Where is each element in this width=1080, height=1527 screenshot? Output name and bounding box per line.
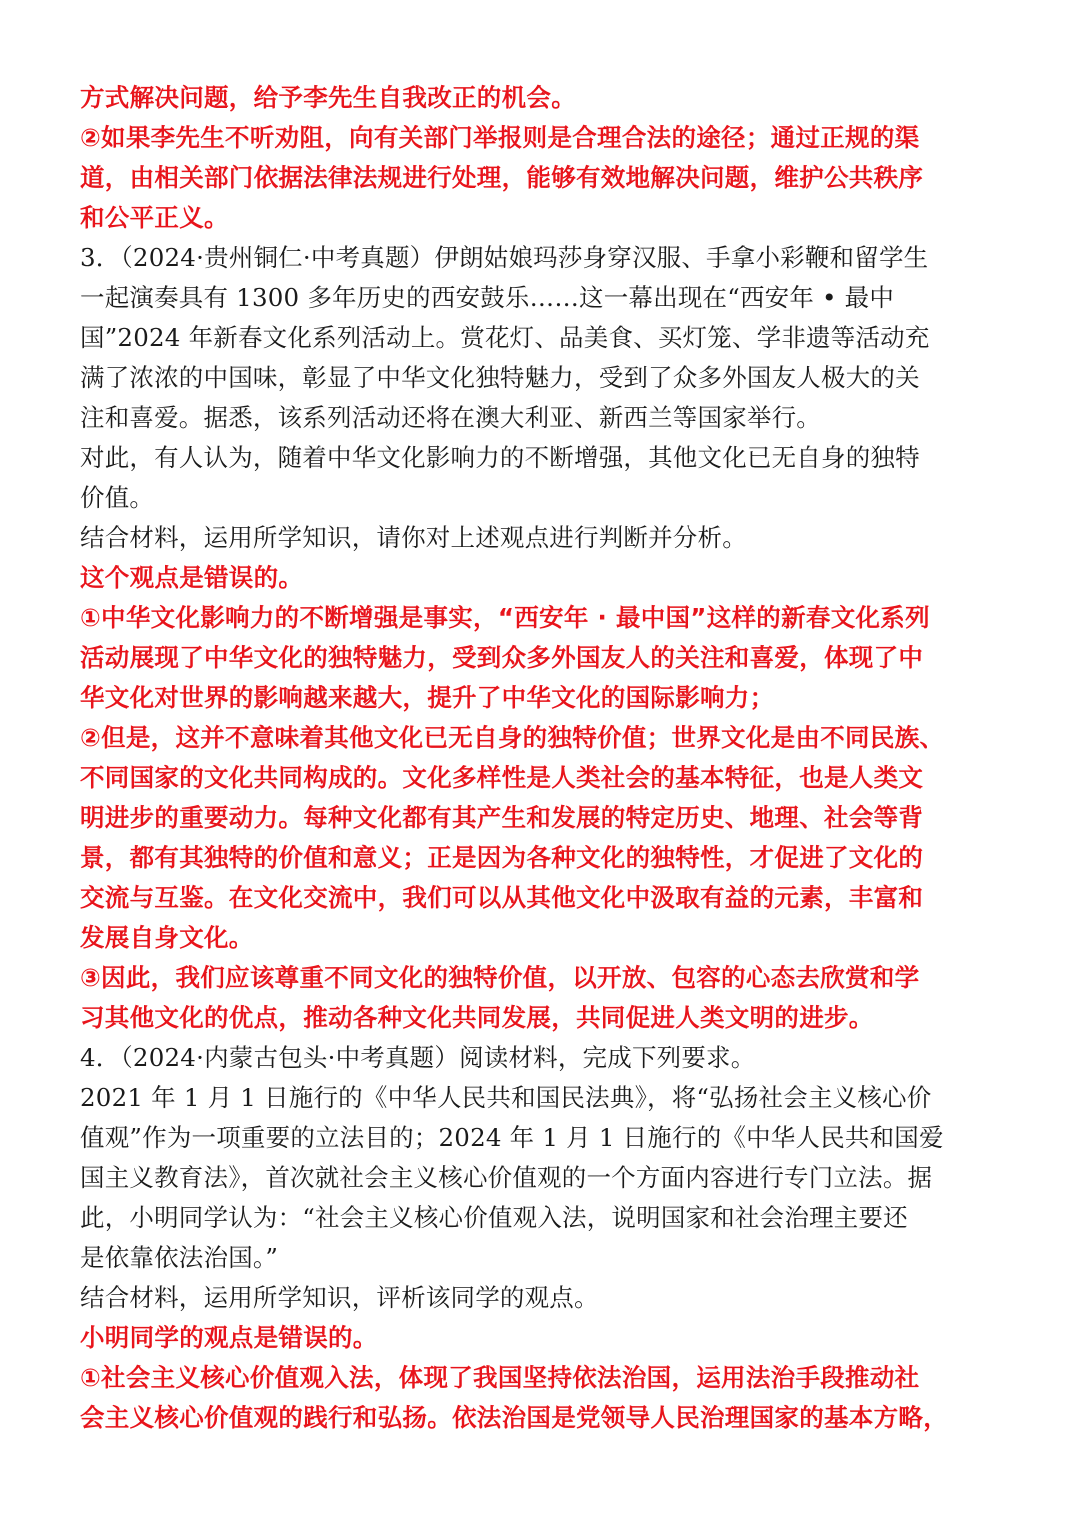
- question-line: 3．（2024·贵州铜仁·中考真题）伊朗姑娘玛莎身穿汉服、手拿小彩鞭和留学生: [80, 243, 929, 272]
- question-line: 结合材料，运用所学知识，评析该同学的观点。: [80, 1283, 599, 1312]
- answer-line: ③因此，我们应该尊重不同文化的独特价值，以开放、包容的心态去欣赏和学: [80, 963, 920, 992]
- question-line: 价值。: [80, 483, 155, 512]
- question-line: 国”2024 年新春文化系列活动上。赏花灯、品美食、买灯笼、学非遗等活动充: [80, 323, 930, 352]
- question-line: 此，小明同学认为：“社会主义核心价值观入法，说明国家和社会治理主要还: [80, 1203, 908, 1232]
- answer-line: 交流与互鉴。在文化交流中，我们可以从其他文化中汲取有益的元素，丰富和: [80, 883, 924, 912]
- answer-line: 方式解决问题，给予李先生自我改正的机会。: [80, 83, 576, 112]
- answer-line: 华文化对世界的影响越来越大，提升了中华文化的国际影响力；: [80, 683, 775, 712]
- question-line: 4．（2024·内蒙古包头·中考真题）阅读材料，完成下列要求。: [80, 1043, 756, 1072]
- answer-line: ②如果李先生不听劝阻，向有关部门举报则是合理合法的途径；通过正规的渠: [80, 123, 920, 152]
- answer-line: 和公平正义。: [80, 203, 229, 232]
- question-block: [80, 1038, 1002, 1318]
- answer-line: 发展自身文化。: [80, 923, 254, 952]
- answer-line: ②但是，这并不意味着其他文化已无自身的独特价值；世界文化是由不同民族、: [80, 723, 945, 752]
- question-line: 国主义教育法》，首次就社会主义核心价值观的一个方面内容进行专门立法。据: [80, 1163, 933, 1192]
- question-line: 对此，有人认为，随着中华文化影响力的不断增强，其他文化已无自身的独特: [80, 443, 920, 472]
- document-page: [80, 78, 1002, 1438]
- answer-line: 道，由相关部门依据法律法规进行处理，能够有效地解决问题，维护公共秩序: [80, 163, 924, 192]
- answer-line: 会主义核心价值观的践行和弘扬。依法治国是党领导人民治理国家的基本方略，: [80, 1403, 948, 1432]
- answer-block: [80, 558, 1002, 1038]
- answer-line: 习其他文化的优点，推动各种文化共同发展，共同促进人类文明的进步。: [80, 1003, 874, 1032]
- question-line: 2021 年 1 月 1 日施行的《中华人民共和国民法典》，将“弘扬社会主义核心价: [80, 1083, 932, 1112]
- question-line: 满了浓浓的中国味，彰显了中华文化独特魅力，受到了众多外国友人极大的关: [80, 363, 920, 392]
- question-line: 注和喜爱。据悉，该系列活动还将在澳大利亚、新西兰等国家举行。: [80, 403, 821, 432]
- question-block: [80, 238, 1002, 558]
- answer-line: ①社会主义核心价值观入法，体现了我国坚持依法治国，运用法治手段推动社: [80, 1363, 920, 1392]
- answer-line: 明进步的重要动力。每种文化都有其产生和发展的特定历史、地理、社会等背: [80, 803, 924, 832]
- answer-block: [80, 1318, 1002, 1438]
- answer-line: 小明同学的观点是错误的。: [80, 1323, 378, 1352]
- question-line: 结合材料，运用所学知识，请你对上述观点进行判断并分析。: [80, 523, 747, 552]
- answer-line: 景，都有其独特的价值和意义；正是因为各种文化的独特性，才促进了文化的: [80, 843, 924, 872]
- answer-line: 这个观点是错误的。: [80, 563, 304, 592]
- answer-line: 活动展现了中华文化的独特魅力，受到众多外国友人的关注和喜爱，体现了中: [80, 643, 924, 672]
- answer-block: [80, 78, 1002, 238]
- question-line: 是依靠依法治国。”: [80, 1243, 279, 1272]
- answer-line: ①中华文化影响力的不断增强是事实，“西安年 · 最中国”这样的新春文化系列: [80, 603, 930, 632]
- question-line: 一起演奏具有 1300 多年历史的西安鼓乐……这一幕出现在“西安年 • 最中: [80, 283, 895, 312]
- question-line: 值观”作为一项重要的立法目的；2024 年 1 月 1 日施行的《中华人民共和国爱: [80, 1123, 944, 1152]
- answer-line: 不同国家的文化共同构成的。文化多样性是人类社会的基本特征，也是人类文: [80, 763, 924, 792]
